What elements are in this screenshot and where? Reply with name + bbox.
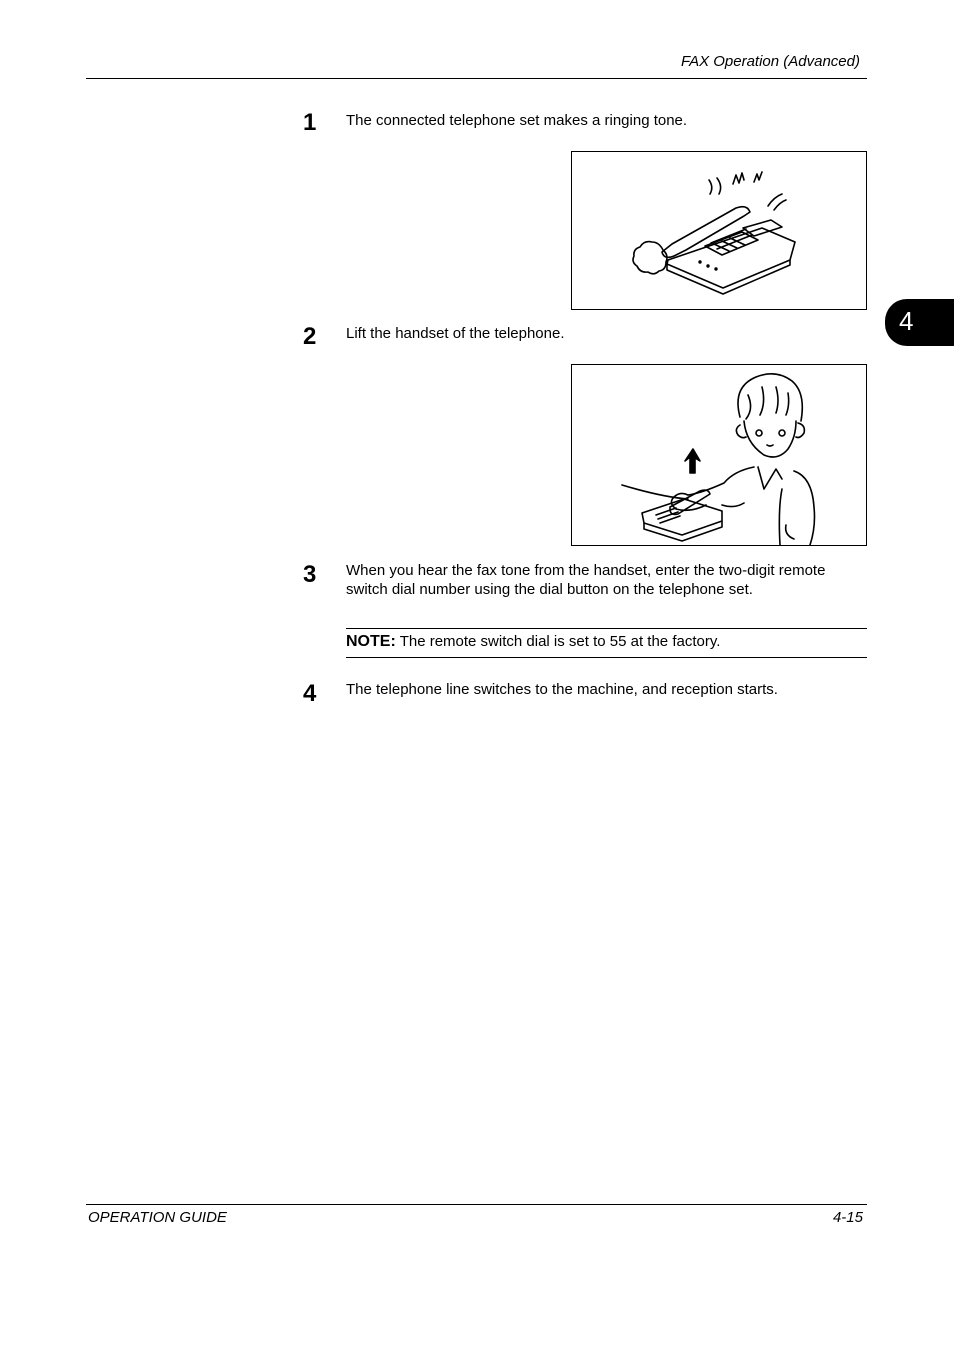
note-label: NOTE: <box>346 633 396 650</box>
footer-page-number: 4-15 <box>832 1209 863 1226</box>
footer-guide-title: OPERATION GUIDE <box>88 1209 227 1226</box>
step-1-number: 1 <box>303 109 317 136</box>
step-4-number: 4 <box>303 680 317 707</box>
header-rule <box>86 78 867 79</box>
step-1-text: The connected telephone set makes a ringing tone. <box>346 112 688 129</box>
note-box <box>346 632 720 651</box>
note-text: The remote switch dial is set to 55 at the factory. <box>399 633 721 650</box>
note-bottom-rule <box>346 657 867 658</box>
step-2-text: Lift the handset of the telephone. <box>346 325 565 342</box>
chapter-tab-number: 4 <box>899 306 914 336</box>
lifting-handset-illustration <box>571 364 867 546</box>
header-title: FAX Operation (Advanced) <box>681 53 860 70</box>
step-2-number: 2 <box>303 323 317 350</box>
step-3-text: When you hear the fax tone from the handset, enter the two-digit remote switch dial number using the dial button on the telephone set. <box>346 562 826 598</box>
ringing-telephone-icon <box>572 152 866 309</box>
step-3-number: 3 <box>303 561 317 588</box>
person-lifting-handset-icon <box>572 365 866 545</box>
footer-rule <box>86 1204 867 1205</box>
ringing-telephone-illustration <box>571 151 867 310</box>
note-top-rule <box>346 628 867 629</box>
step-4-text: The telephone line switches to the machine, and reception starts. <box>346 681 778 698</box>
chapter-tab <box>885 299 954 346</box>
